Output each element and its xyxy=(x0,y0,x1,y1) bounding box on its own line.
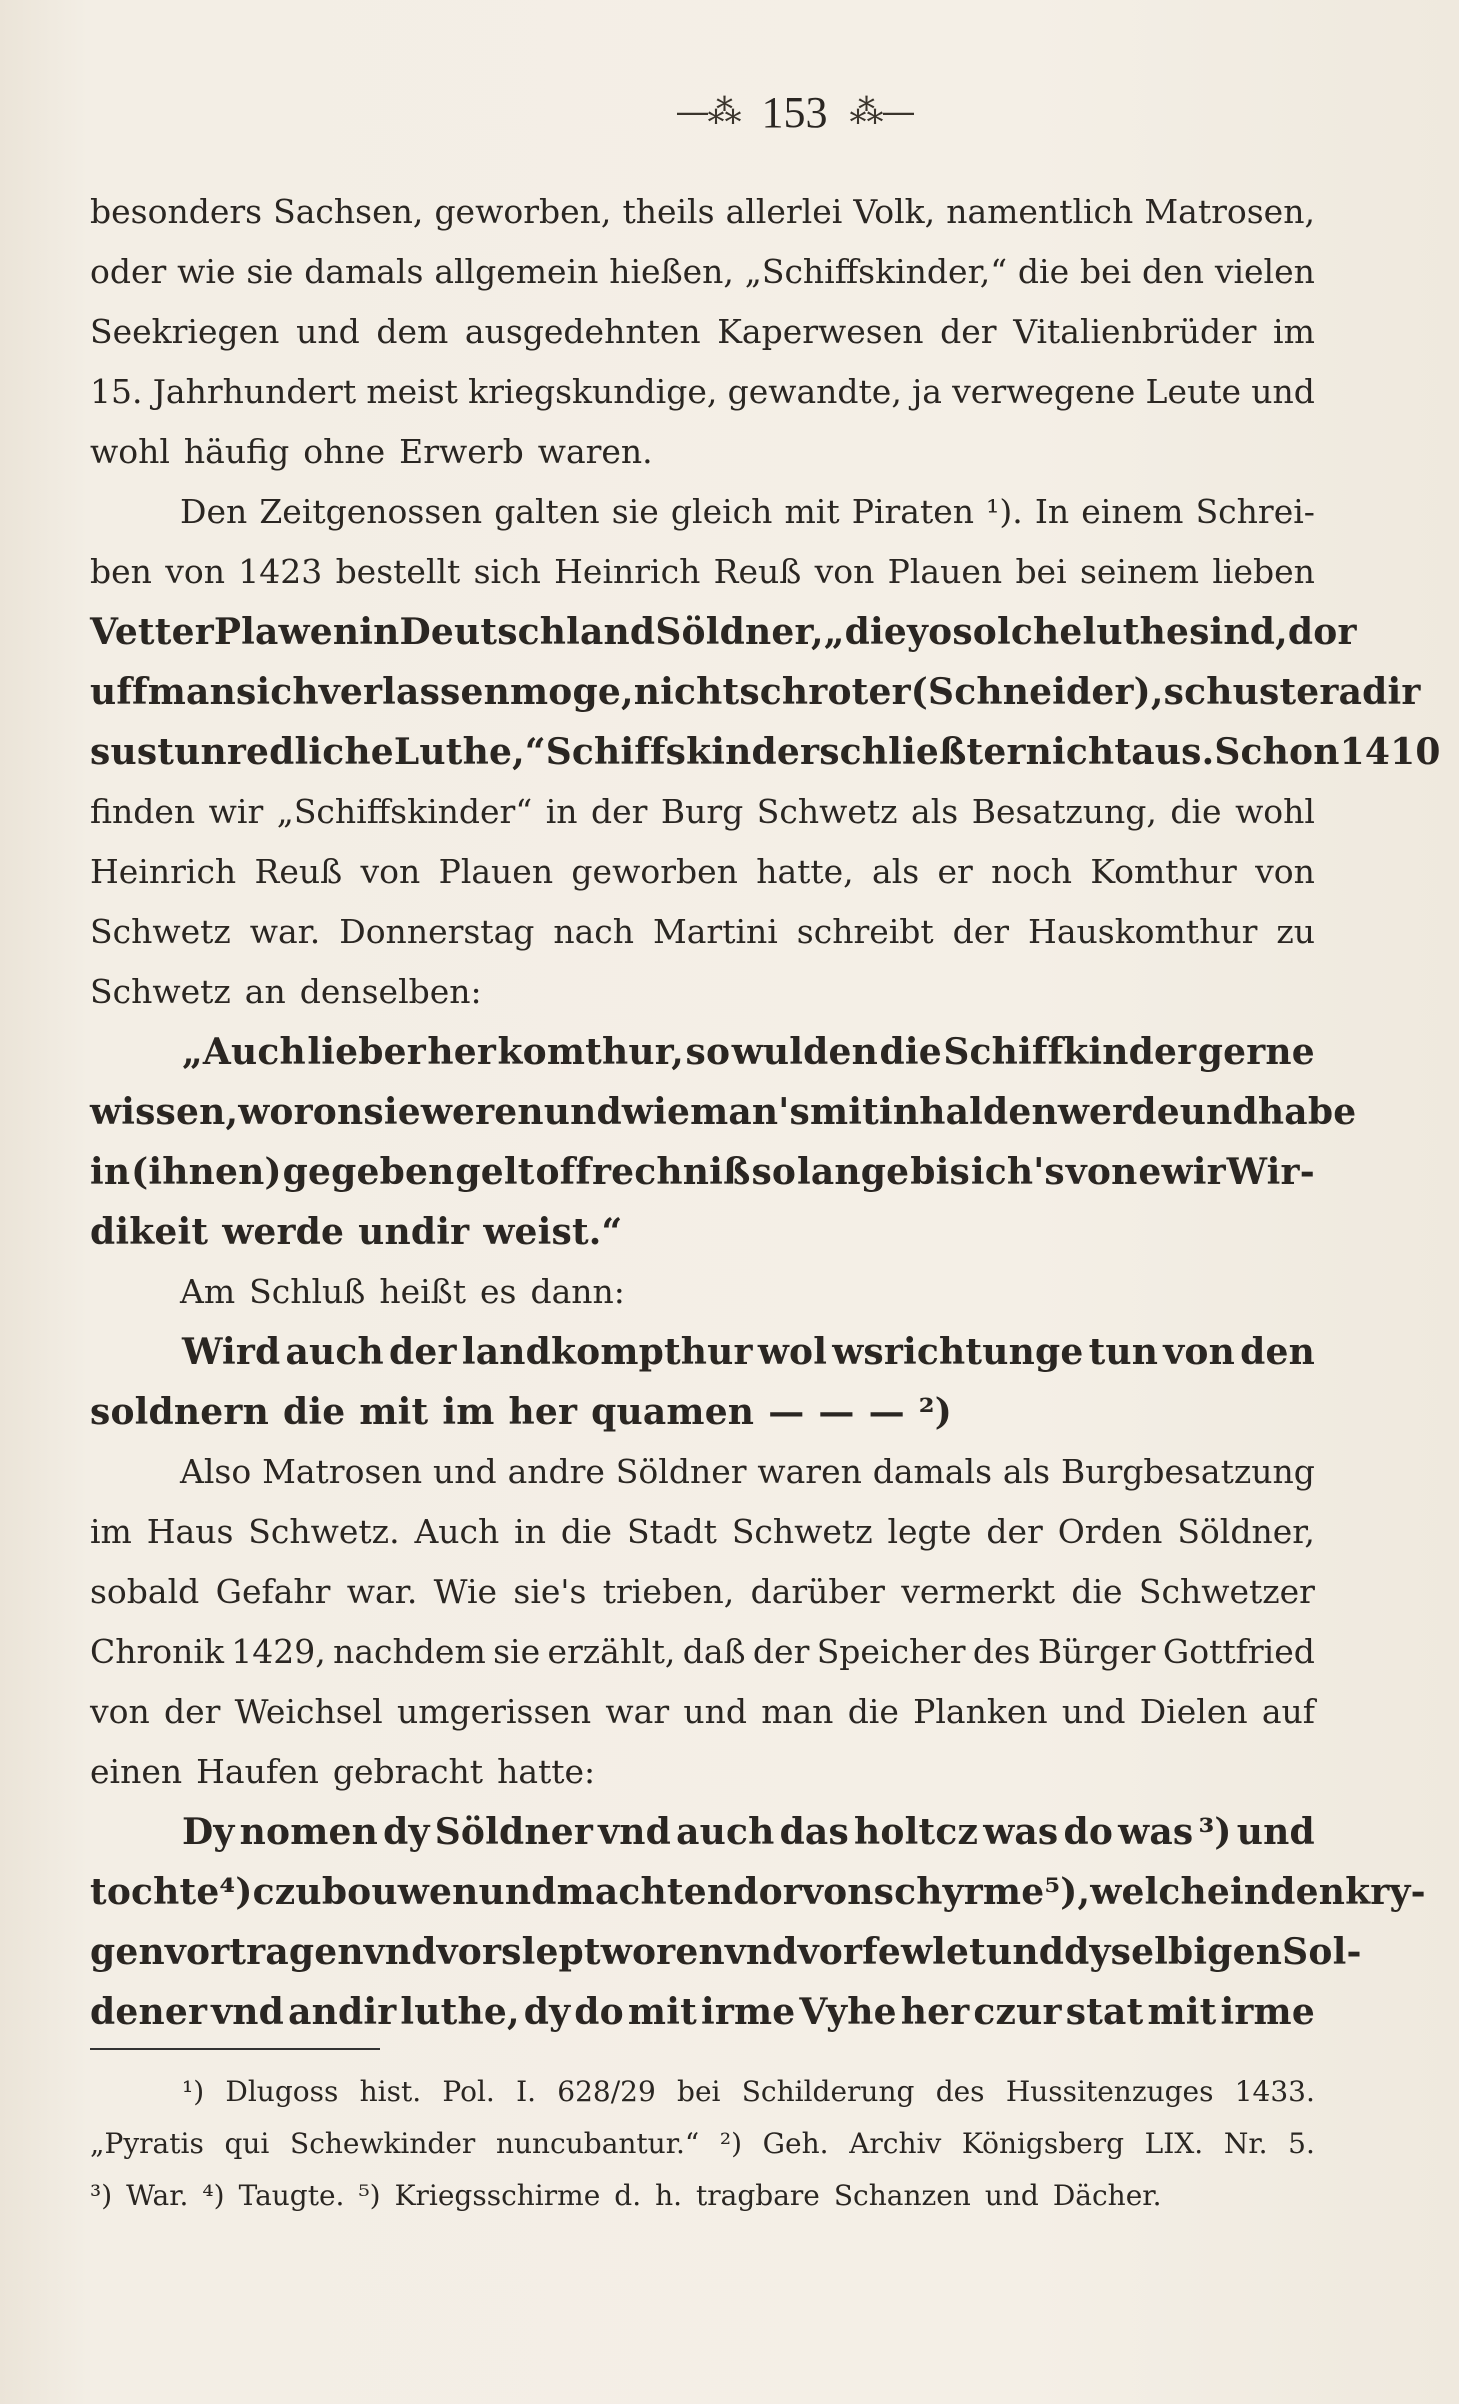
body-line: Vetter Plawen in Deutschland Söldner, „die yo solche luthe sind, dor xyxy=(90,611,1357,653)
body-line: „Auch lieber her komthur, so wulden die Schiffkinder gerne xyxy=(182,1031,1315,1073)
body-line: sobald Gefahr war. Wie sie's trieben, darüber vermerkt die Schwetzer xyxy=(90,1572,1315,1611)
body-line: im Haus Schwetz. Auch in die Stadt Schwetz legte der Orden Söldner, xyxy=(90,1512,1315,1551)
body-line: finden wir „Schiffskinder“ in der Burg Schwetz als Besatzung, die wohl xyxy=(90,792,1315,831)
body-line: in (ihnen) gegeben gelt off rechniß so lange bis ich's von ewir Wir- xyxy=(90,1151,1315,1193)
body-line: besonders Sachsen, geworben, theils allerlei Volk, namentlich Matrosen, xyxy=(90,192,1315,231)
footnote-line: ³) War. ⁴) Taugte. ⁵) Kriegsschirme d. h. tragbare Schanzen und Dächer. xyxy=(90,2179,1162,2212)
body-line: dener vnd andir luthe, dy do mit irme Vyhe her czur stat mit irme xyxy=(90,1991,1315,2033)
body-line: tochte ⁴) czu bouwen und machten dorvon schyrme ⁵), welche in den kry- xyxy=(90,1871,1426,1913)
body-line: soldnern die mit im her quamen — — — ²) xyxy=(90,1391,952,1433)
body-line: einen Haufen gebracht hatte: xyxy=(90,1752,596,1791)
body-line: Chronik 1429, nachdem sie erzählt, daß der Speicher des Bürger Gottfried xyxy=(90,1632,1315,1671)
footnote-divider xyxy=(90,2048,380,2050)
body-line: Dy nomen dy Söldner vnd auch das holtcz was do was ³) und xyxy=(182,1811,1315,1853)
footnotes xyxy=(90,2066,1315,2222)
body-line: wissen, woron sie weren und wie man's mit in halden werde und habe xyxy=(90,1091,1357,1133)
body-line: Seekriegen und dem ausgedehnten Kaperwesen der Vitalienbrüder im xyxy=(90,312,1315,351)
body-line: oder wie sie damals allgemein hießen, „Schiffskinder,“ die bei den vielen xyxy=(90,252,1315,291)
page-number: 153 xyxy=(761,87,828,137)
body-line: Heinrich Reuß von Plauen geworben hatte, als er noch Komthur von xyxy=(90,852,1315,891)
body-line: von der Weichsel umgerissen war und man die Planken und Dielen auf xyxy=(90,1692,1315,1731)
body-text xyxy=(90,182,1441,2042)
body-line: Schwetz war. Donnerstag nach Martini schreibt der Hauskomthur zu xyxy=(90,912,1315,951)
footnote-line: „Pyratis qui Schewkinder nuncubantur.“ ²) Geh. Archiv Königsberg LIX. Nr. 5. xyxy=(90,2127,1315,2160)
body-line: gen vortragen vnd vorslept woren vnd vorfewlet und dy selbigen Sol- xyxy=(90,1931,1362,1973)
footnote-line: ¹) Dlugoss hist. Pol. I. 628/29 bei Schilderung des Hussitenzuges 1433. xyxy=(182,2075,1315,2108)
page-header xyxy=(130,82,1459,142)
body-line: dikeit werde undir weist.“ xyxy=(90,1211,623,1253)
body-line: Wird auch der landkompthur wol wsrichtunge tun von den xyxy=(182,1331,1315,1373)
header-ornament-left: —⁂ xyxy=(675,92,740,132)
header-ornament-right: ⁂— xyxy=(849,92,914,132)
body-line: Also Matrosen und andre Söldner waren damals als Burgbesatzung xyxy=(180,1452,1315,1491)
body-line: Den Zeitgenossen galten sie gleich mit Piraten ¹). In einem Schrei- xyxy=(180,492,1315,531)
body-line: uff man sich verlassen moge, nicht schroter (Schneider), schuster adir xyxy=(90,671,1421,713)
body-line: wohl häufig ohne Erwerb waren. xyxy=(90,432,653,471)
body-line: Am Schluß heißt es dann: xyxy=(180,1272,625,1311)
body-line: sust unredliche Luthe,“ Schiffskinder schließt er nicht aus. Schon 1410 xyxy=(90,731,1441,773)
body-line: 15. Jahrhundert meist kriegskundige, gewandte, ja verwegene Leute und xyxy=(90,372,1315,411)
body-line: Schwetz an denselben: xyxy=(90,972,482,1011)
body-line: ben von 1423 bestellt sich Heinrich Reuß von Plauen bei seinem lieben xyxy=(90,552,1315,591)
